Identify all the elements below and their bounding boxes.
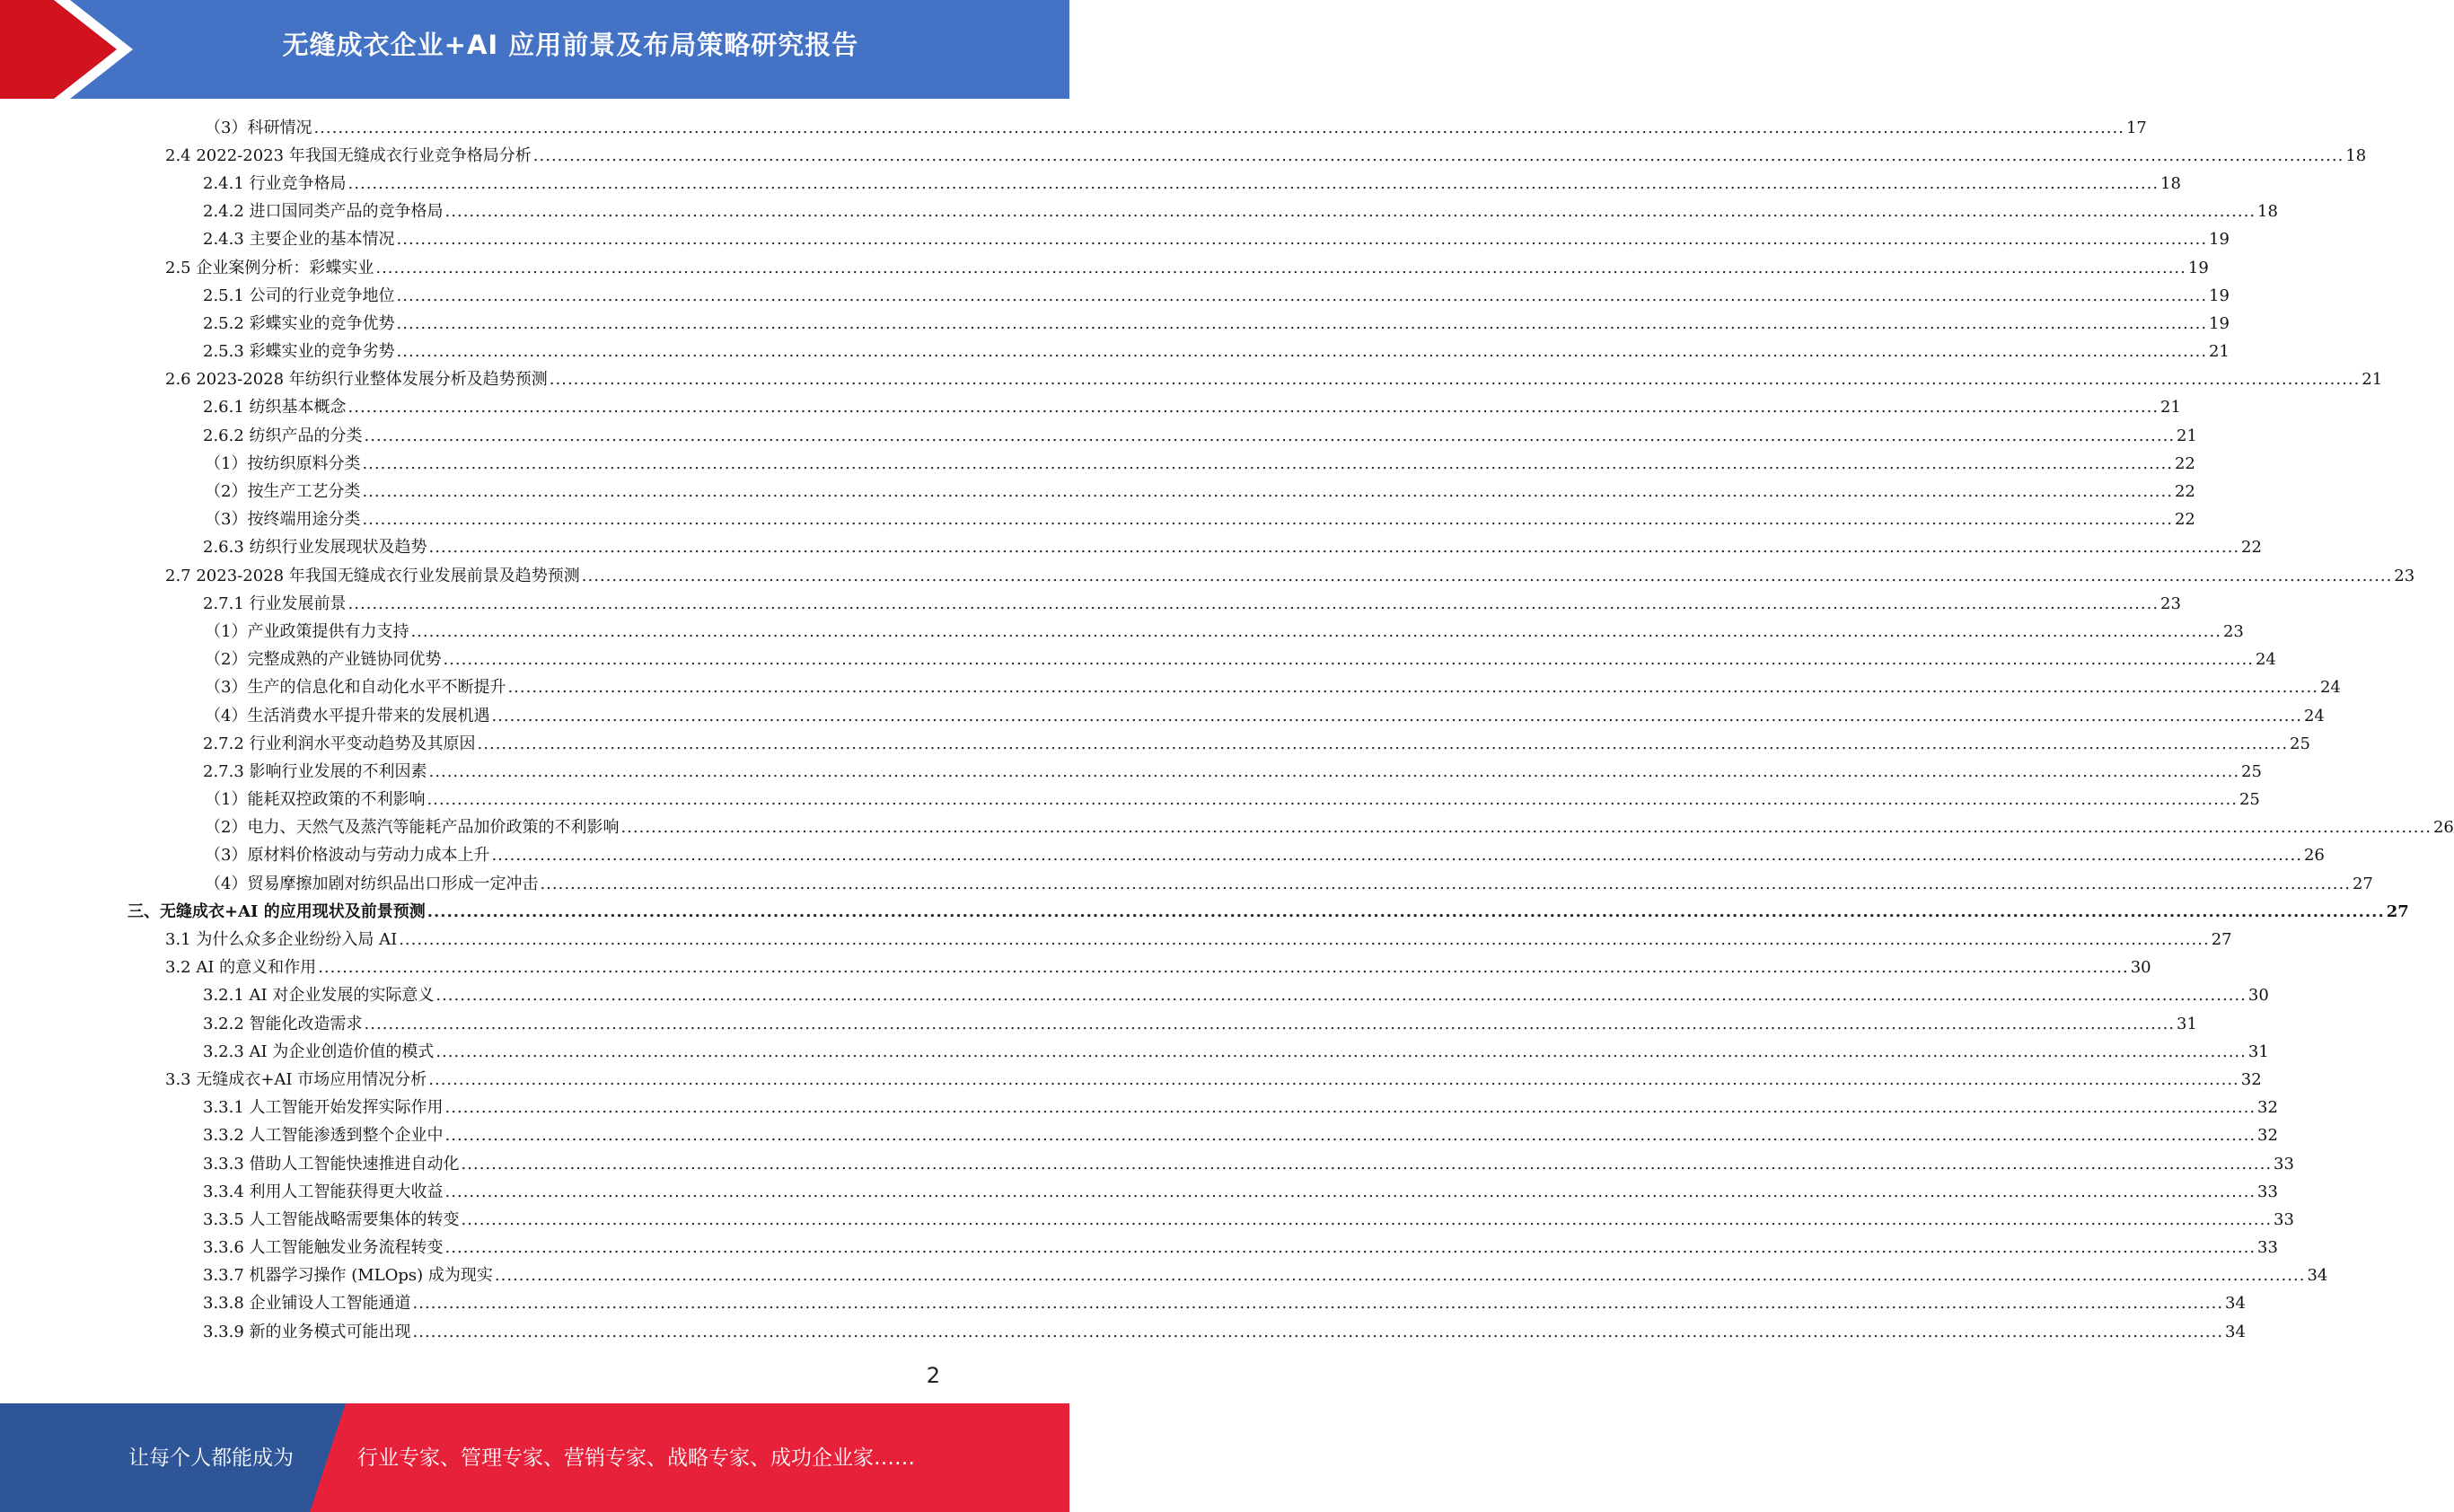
toc-entry[interactable] <box>0 1290 2246 1318</box>
toc-entry[interactable] <box>0 198 2278 226</box>
toc-entry[interactable] <box>0 982 2269 1010</box>
toc-entry-page: 26 <box>2303 846 2325 866</box>
footer-slogan-right: 行业专家、管理专家、营销专家、战略专家、成功企业家…… <box>357 1446 915 1470</box>
toc-entry-label: 3.3.9 新的业务模式可能出现 <box>203 1322 411 1341</box>
toc-entry[interactable] <box>0 618 2244 646</box>
toc-entry[interactable] <box>0 590 2181 618</box>
toc-entry-page: 32 <box>2257 1098 2278 1118</box>
toc-entry-label: 2.4.3 主要企业的基本情况 <box>203 230 395 250</box>
toc-entry-label: （4）生活消费水平提升带来的发展机遇 <box>205 706 490 725</box>
report-title: 无缝成衣企业+AI 应用前景及布局策略研究报告 <box>282 30 859 60</box>
toc-entry-label: 3.3.1 人工智能开始发挥实际作用 <box>203 1098 444 1118</box>
toc-entry[interactable] <box>0 282 2230 310</box>
toc-entry-label: 3.2.3 AI 为企业创造价值的模式 <box>203 1042 435 1061</box>
table-of-contents <box>0 114 2454 1346</box>
toc-dot-leader: ............................................................................................................................................................................................................................................................................................................ <box>396 230 2208 250</box>
toc-dot-leader: ............................................................................................................................................................................................................................................................................................................ <box>532 145 2344 165</box>
toc-entry-label: 2.6 2023-2028 年纺织行业整体发展分析及趋势预测 <box>165 370 548 390</box>
toc-entry-page: 33 <box>2257 1238 2278 1258</box>
toc-entry-page: 18 <box>2345 145 2367 165</box>
toc-dot-leader: ............................................................................................................................................................................................................................................................................................................ <box>428 761 2240 781</box>
toc-entry-page: 33 <box>2274 1209 2294 1229</box>
toc-entry-label: 2.5 企业案例分析：彩蝶实业 <box>165 258 374 277</box>
toc-dot-leader: ............................................................................................................................................................................................................................................................................................................ <box>364 426 2176 445</box>
toc-entry-page: 32 <box>2257 1126 2278 1146</box>
toc-entry[interactable] <box>0 170 2181 198</box>
toc-entry[interactable] <box>0 954 2151 982</box>
toc-entry[interactable] <box>0 366 2383 394</box>
toc-entry-page: 25 <box>2239 790 2260 810</box>
toc-dot-leader: ............................................................................................................................................................................................................................................................................................................ <box>313 118 2124 137</box>
toc-entry-page: 19 <box>2209 286 2230 305</box>
toc-entry-page: 25 <box>2241 761 2262 781</box>
toc-entry[interactable] <box>0 114 2147 142</box>
toc-entry-page: 27 <box>2211 930 2232 950</box>
toc-entry-label: （3）原材料价格波动与劳动力成本上升 <box>205 846 490 866</box>
toc-entry-page: 34 <box>2225 1294 2246 1314</box>
toc-dot-leader: ............................................................................................................................................................................................................................................................................................................ <box>347 398 2159 418</box>
toc-entry[interactable] <box>0 450 2195 478</box>
toc-entry-page: 17 <box>2125 118 2147 137</box>
toc-entry-label: 2.4.1 行业竞争格局 <box>203 173 347 193</box>
toc-entry-page: 32 <box>2240 1069 2262 1089</box>
toc-entry-label: 3.2.1 AI 对企业发展的实际意义 <box>203 986 435 1006</box>
toc-dot-leader: ............................................................................................................................................................................................................................................................................................................ <box>443 650 2254 670</box>
toc-entry-page: 21 <box>2209 342 2230 362</box>
toc-entry-page: 34 <box>2225 1322 2246 1341</box>
toc-dot-leader: ............................................................................................................................................................................................................................................................................................................ <box>347 593 2159 613</box>
toc-entry-label: 2.6.3 纺织行业发展现状及趋势 <box>203 538 427 558</box>
toc-entry-page: 25 <box>2290 734 2310 753</box>
toc-entry-page: 22 <box>2174 482 2195 502</box>
toc-entry[interactable] <box>0 646 2276 674</box>
page-footer <box>0 1403 1069 1512</box>
toc-dot-leader: ............................................................................................................................................................................................................................................................................................................ <box>399 930 2210 950</box>
toc-entry-label: 3.3.3 借助人工智能快速推进自动化 <box>203 1154 460 1174</box>
toc-entry-label: （1）按纺织原料分类 <box>205 453 361 473</box>
toc-entry-page: 22 <box>2174 453 2195 473</box>
page-number: 2 <box>926 1363 940 1388</box>
toc-entry-page: 34 <box>2307 1266 2328 1286</box>
arrow-chevron-icon <box>0 0 180 99</box>
toc-entry[interactable] <box>0 814 2454 842</box>
toc-dot-leader: ............................................................................................................................................................................................................................................................................................................ <box>396 313 2208 333</box>
toc-dot-leader: ............................................................................................................................................................................................................................................................................................................ <box>412 1294 2224 1314</box>
toc-entry-page: 33 <box>2274 1154 2294 1174</box>
toc-dot-leader: ............................................................................................................................................................................................................................................................................................................ <box>444 1182 2256 1201</box>
toc-dot-leader: ............................................................................................................................................................................................................................................................................................................ <box>491 706 2302 725</box>
toc-dot-leader: ............................................................................................................................................................................................................................................................................................................ <box>427 790 2238 810</box>
toc-dot-leader: ............................................................................................................................................................................................................................................................................................................ <box>362 453 2173 473</box>
toc-entry[interactable] <box>0 478 2195 505</box>
toc-entry-page: 19 <box>2209 230 2230 250</box>
toc-entry[interactable] <box>0 422 2197 450</box>
toc-entry-label: 2.4 2022-2023 年我国无缝成衣行业竞争格局分析 <box>165 145 532 165</box>
toc-entry[interactable] <box>0 842 2325 870</box>
toc-dot-leader: ............................................................................................................................................................................................................................................................................................................ <box>364 1014 2176 1033</box>
toc-entry-label: 3.3.8 企业铺设人工智能通道 <box>203 1294 411 1314</box>
toc-entry[interactable] <box>0 226 2230 254</box>
toc-entry[interactable] <box>0 1038 2269 1066</box>
toc-entry-label: 3.3.7 机器学习操作 (MLOps) 成为现实 <box>203 1266 493 1286</box>
toc-entry[interactable] <box>0 1094 2278 1122</box>
page-header <box>0 0 1069 99</box>
toc-entry-label: （1）能耗双控政策的不利影响 <box>205 790 426 810</box>
toc-dot-leader: ............................................................................................................................................................................................................................................................................................................ <box>494 1266 2306 1286</box>
toc-entry-page: 18 <box>2257 202 2278 222</box>
toc-entry-label: （1）产业政策提供有力支持 <box>205 621 409 641</box>
toc-entry-label: 3.3 无缝成衣+AI 市场应用情况分析 <box>165 1069 427 1089</box>
toc-entry-label: （2）按生产工艺分类 <box>205 482 361 502</box>
toc-dot-leader: ............................................................................................................................................................................................................................................................................................................ <box>435 986 2247 1006</box>
toc-entry-label: 3.3.2 人工智能渗透到整个企业中 <box>203 1126 444 1146</box>
toc-dot-leader: ............................................................................................................................................................................................................................................................................................................ <box>362 482 2173 502</box>
toc-entry[interactable] <box>0 1235 2278 1262</box>
toc-entry[interactable] <box>0 506 2195 534</box>
toc-dot-leader: ............................................................................................................................................................................................................................................................................................................ <box>412 1322 2224 1341</box>
toc-entry-label: 3.2 AI 的意义和作用 <box>165 958 317 978</box>
toc-entry-page: 23 <box>2222 621 2244 641</box>
toc-entry-label: （2）电力、天然气及蒸汽等能耗产品加价政策的不利影响 <box>205 818 620 838</box>
toc-entry[interactable] <box>0 758 2262 786</box>
toc-dot-leader: ............................................................................................................................................................................................................................................................................................................ <box>318 958 2129 978</box>
toc-entry-page: 24 <box>2303 706 2325 725</box>
toc-dot-leader: ............................................................................................................................................................................................................................................................................................................ <box>461 1154 2273 1174</box>
toc-dot-leader: ............................................................................................................................................................................................................................................................................................................ <box>444 1238 2256 1258</box>
toc-entry-page: 23 <box>2394 566 2415 585</box>
toc-dot-leader: ............................................................................................................................................................................................................................................................................................................ <box>540 874 2351 893</box>
toc-entry-label: （2）完整成熟的产业链协同优势 <box>205 650 442 670</box>
toc-entry[interactable] <box>0 1122 2278 1150</box>
toc-entry-label: 2.7.1 行业发展前景 <box>203 593 347 613</box>
toc-entry[interactable] <box>0 1150 2294 1178</box>
toc-dot-leader: ............................................................................................................................................................................................................................................................................................................ <box>461 1209 2273 1229</box>
toc-entry-page: 27 <box>2386 901 2409 921</box>
toc-entry[interactable] <box>0 338 2230 366</box>
toc-entry-label: 2.6.2 纺织产品的分类 <box>203 426 363 445</box>
toc-entry-label: （4）贸易摩擦加剧对纺织品出口形成一定冲击 <box>205 874 539 893</box>
toc-entry[interactable] <box>0 730 2310 758</box>
toc-entry[interactable] <box>0 1178 2278 1206</box>
toc-dot-leader: ............................................................................................................................................................................................................................................................................................................ <box>444 1098 2256 1118</box>
toc-entry-page: 22 <box>2174 510 2195 530</box>
toc-entry-label: 三、无缝成衣+AI 的应用现状及前景预测 <box>128 901 426 921</box>
toc-entry-label: 2.5.2 彩蝶实业的竞争优势 <box>203 313 395 333</box>
toc-dot-leader: ............................................................................................................................................................................................................................................................................................................ <box>477 734 2289 753</box>
toc-dot-leader: ............................................................................................................................................................................................................................................................................................................ <box>491 846 2302 866</box>
toc-dot-leader: ............................................................................................................................................................................................................................................................................................................ <box>428 538 2240 558</box>
toc-dot-leader: ............................................................................................................................................................................................................................................................................................................ <box>362 510 2173 530</box>
toc-entry-label: 3.3.5 人工智能战略需要集体的转变 <box>203 1209 460 1229</box>
toc-entry-label: （3）科研情况 <box>205 118 312 137</box>
toc-entry-page: 31 <box>2177 1014 2197 1033</box>
toc-entry-page: 24 <box>2255 650 2276 670</box>
toc-dot-leader: ............................................................................................................................................................................................................................................................................................................ <box>507 678 2318 698</box>
toc-entry[interactable] <box>0 898 2409 926</box>
toc-entry-page: 23 <box>2160 593 2181 613</box>
toc-entry-label: 3.2.2 智能化改造需求 <box>203 1014 363 1033</box>
toc-entry[interactable] <box>0 787 2260 814</box>
toc-entry-label: 3.3.4 利用人工智能获得更大收益 <box>203 1182 444 1201</box>
toc-dot-leader: ............................................................................................................................................................................................................................................................................................................ <box>410 621 2221 641</box>
toc-entry-label: 2.7.2 行业利润水平变动趋势及其原因 <box>203 734 476 753</box>
toc-dot-leader: ............................................................................................................................................................................................................................................................................................................ <box>375 258 2186 277</box>
toc-entry-label: 2.4.2 进口国同类产品的竞争格局 <box>203 202 444 222</box>
toc-entry[interactable] <box>0 254 2209 282</box>
toc-dot-leader: ............................................................................................................................................................................................................................................................................................................ <box>428 1069 2239 1089</box>
toc-dot-leader: ............................................................................................................................................................................................................................................................................................................ <box>396 342 2208 362</box>
toc-dot-leader: ............................................................................................................................................................................................................................................................................................................ <box>444 1126 2256 1146</box>
toc-entry-page: 31 <box>2247 1042 2269 1061</box>
toc-entry[interactable] <box>0 926 2232 954</box>
toc-entry[interactable] <box>0 702 2325 730</box>
toc-entry[interactable] <box>0 1066 2262 1094</box>
toc-entry[interactable] <box>0 534 2262 562</box>
toc-entry-label: 2.7.3 影响行业发展的不利因素 <box>203 761 427 781</box>
toc-entry-label: （3）按终端用途分类 <box>205 510 361 530</box>
toc-entry[interactable] <box>0 870 2373 898</box>
toc-entry[interactable] <box>0 1010 2197 1038</box>
toc-dot-leader: ............................................................................................................................................................................................................................................................................................................ <box>581 566 2393 585</box>
toc-entry-page: 30 <box>2247 986 2269 1006</box>
toc-dot-leader: ............................................................................................................................................................................................................................................................................................................ <box>396 286 2208 305</box>
toc-entry[interactable] <box>0 1318 2246 1346</box>
toc-entry-page: 19 <box>2209 313 2230 333</box>
toc-entry-page: 24 <box>2319 678 2341 698</box>
toc-entry-page: 19 <box>2187 258 2209 277</box>
toc-entry-page: 22 <box>2241 538 2262 558</box>
toc-entry-page: 30 <box>2130 958 2151 978</box>
toc-dot-leader: ............................................................................................................................................................................................................................................................................................................ <box>444 202 2256 222</box>
toc-entry-page: 27 <box>2352 874 2373 893</box>
toc-entry-label: 2.5.1 公司的行业竞争地位 <box>203 286 395 305</box>
toc-entry-page: 21 <box>2177 426 2197 445</box>
toc-entry-label: 3.1 为什么众多企业纷纷入局 AI <box>165 930 398 950</box>
toc-entry-page: 26 <box>2432 818 2454 838</box>
toc-entry-page: 18 <box>2160 173 2181 193</box>
toc-entry-page: 21 <box>2160 398 2181 418</box>
toc-entry[interactable] <box>0 310 2230 338</box>
toc-entry[interactable] <box>0 562 2415 590</box>
toc-entry[interactable] <box>0 1206 2294 1234</box>
toc-entry-label: 3.3.6 人工智能触发业务流程转变 <box>203 1238 444 1258</box>
toc-entry[interactable] <box>0 674 2341 702</box>
toc-entry-label: 2.6.1 纺织基本概念 <box>203 398 347 418</box>
toc-dot-leader: ............................................................................................................................................................................................................................................................................................................ <box>427 901 2385 921</box>
toc-dot-leader: ............................................................................................................................................................................................................................................................................................................ <box>435 1042 2247 1061</box>
footer-slogan-left: 让每个人都能成为 <box>128 1446 294 1470</box>
toc-entry[interactable] <box>0 394 2181 422</box>
toc-entry-label: （3）生产的信息化和自动化水平不断提升 <box>205 678 506 698</box>
toc-dot-leader: ............................................................................................................................................................................................................................................................................................................ <box>549 370 2361 390</box>
toc-dot-leader: ............................................................................................................................................................................................................................................................................................................ <box>620 818 2432 838</box>
toc-entry-label: 2.7 2023-2028 年我国无缝成衣行业发展前景及趋势预测 <box>165 566 580 585</box>
toc-entry-page: 33 <box>2257 1182 2278 1201</box>
toc-entry[interactable] <box>0 1262 2328 1290</box>
toc-entry-label: 2.5.3 彩蝶实业的竞争劣势 <box>203 342 395 362</box>
toc-entry-page: 21 <box>2362 370 2383 390</box>
toc-entry[interactable] <box>0 142 2367 170</box>
toc-dot-leader: ............................................................................................................................................................................................................................................................................................................ <box>347 173 2159 193</box>
